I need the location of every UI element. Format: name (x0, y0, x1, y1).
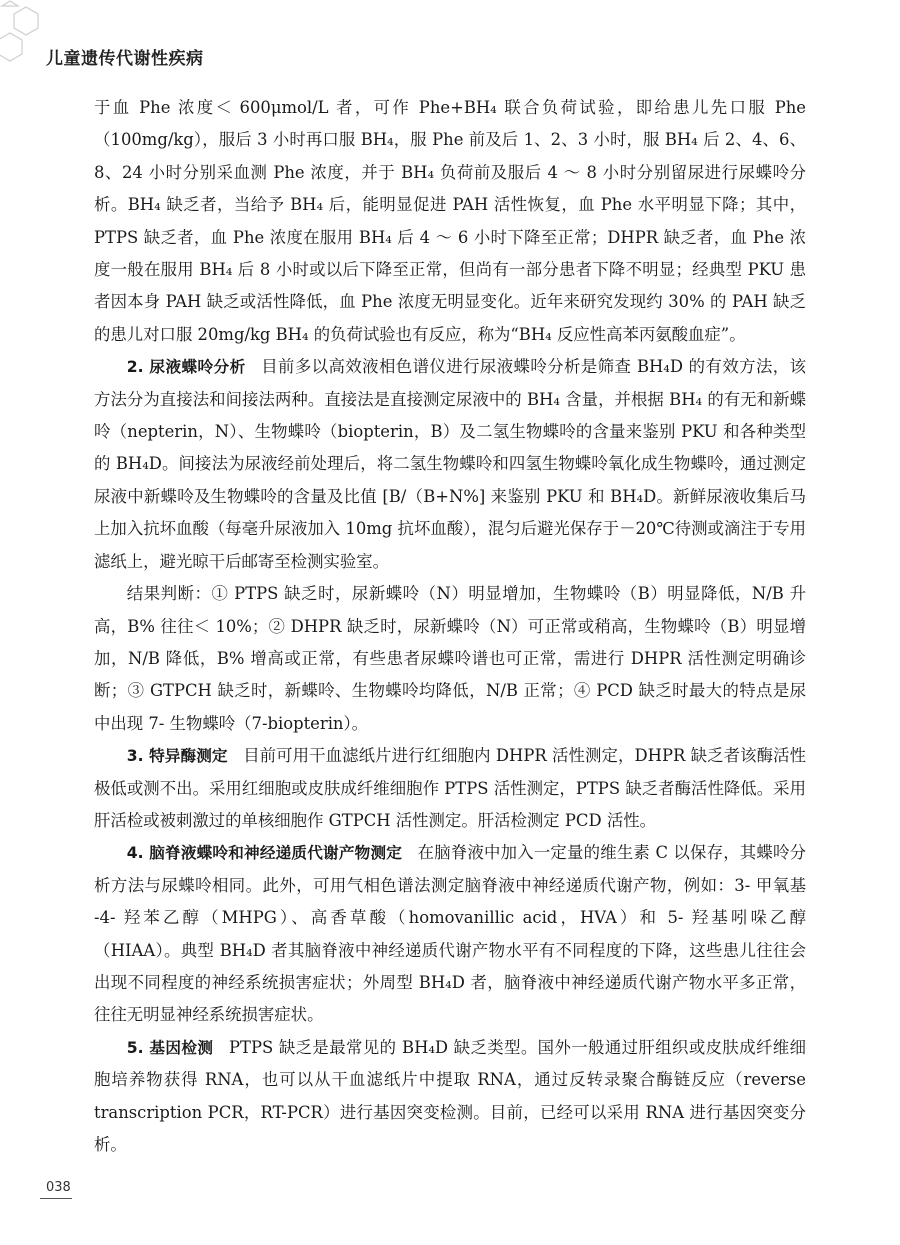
section-paragraph (94, 837, 806, 1031)
section-text: 在脑脊液中加入一定量的维生素 C 以保存，其蝶呤分析方法与尿蝶呤相同。此外，可用气相色谱法测定脑脊液中神经递质代谢产物，例如：3- 甲氧基 -4- 羟苯乙醇（MHPG）、高香草酸（homovanillic acid，HVA）和 5- 羟基吲哚乙醇（HIAA）。典型 BH₄D 者其脑脊液中神经递质代谢产物水平有不同程度的下降，这些患儿往往会出现不同程度的神经系统损害症状；外周型 BH₄D 者，脑脊液中神经递质代谢产物水平多正常，往往无明显神经系统损害症状。 (94, 843, 806, 1025)
section-heading: 3. 特异酶测定 (126, 747, 228, 766)
section-paragraph (94, 351, 806, 578)
section-text: 目前可用干血滤纸片进行红细胞内 DHPR 活性测定，DHPR 缺乏者该酶活性极低或测不出。采用红细胞或皮肤成纤维细胞作 PTPS 活性测定，PTPS 缺乏者酶活性降低。采用肝活检或被刺激过的单核细胞作 GTPCH 活性测定。肝活检测定 PCD 活性。 (94, 746, 806, 830)
section-paragraph (94, 1032, 806, 1162)
paragraph: 结果判断：① PTPS 缺乏时，尿新蝶呤（N）明显增加，生物蝶呤（B）明显降低，N/B 升高，B% 往往＜ 10%；② DHPR 缺乏时，尿新蝶呤（N）可正常或稍高，生物蝶呤（B）明显增加，N/B 降低，B% 增高或正常，有些患者尿蝶呤谱也可正常，需进行 DHPR 活性测定明确诊断；③ GTPCH 缺乏时，新蝶呤、生物蝶呤均降低，N/B 正常；④ PCD 缺乏时最大的特点是尿中出现 7- 生物蝶呤（7-biopterin）。 (94, 584, 806, 733)
section-text: 目前多以高效液相色谱仪进行尿液蝶呤分析是筛查 BH₄D 的有效方法，该方法分为直接法和间接法两种。直接法是直接测定尿液中的 BH₄ 含量，并根据 BH₄ 的有无和新蝶呤（nepterin，N）、生物蝶呤（biopterin，B）及二氢生物蝶呤的含量来鉴别 PKU 和各种类型的 BH₄D。间接法为尿液经前处理后，将二氢生物蝶呤和四氢生物蝶呤氧化成生物蝶呤，通过测定尿液中新蝶呤及生物蝶呤的含量及比值 [B/（B+N%] 来鉴别 PKU 和 BH₄D。新鲜尿液收集后马上加入抗坏血酸（每毫升尿液加入 10mg 抗坏血酸），混匀后避光保存于－20℃待测或滴注于专用滤纸上，避光晾干后邮寄至检测实验室。 (94, 357, 806, 571)
section-heading: 5. 基因检测 (126, 1038, 214, 1057)
running-title: 儿童遗传代谢性疾病 (46, 49, 204, 69)
section-heading: 4. 脑脊液蝶呤和神经递质代谢产物测定 (126, 844, 403, 863)
section-heading: 2. 尿液蝶呤分析 (126, 358, 246, 377)
page-body (94, 92, 806, 1161)
page-number-rule (40, 1198, 72, 1199)
section-text: PTPS 缺乏是最常见的 BH₄D 缺乏类型。国外一般通过肝组织或皮肤成纤维细胞培养物获得 RNA，也可以从干血滤纸片中提取 RNA，通过反转录聚合酶链反应（reverse transcription PCR，RT-PCR）进行基因突变检测。目前，已经可以采用 RNA 进行基因突变分析。 (94, 1037, 806, 1154)
paragraph: 于血 Phe 浓度＜ 600μmol/L 者，可作 Phe+BH₄ 联合负荷试验，即给患儿先口服 Phe（100mg/kg），服后 3 小时再口服 BH₄，服 Phe 前及后 1、2、3 小时，服 BH₄ 后 2、4、6、8、24 小时分别采血测 Phe 浓度，并于 BH₄ 负荷前及服后 4 ～ 8 小时分别留尿进行尿蝶呤分析。BH₄ 缺乏者，当给予 BH₄ 后，能明显促进 PAH 活性恢复，血 Phe 水平明显下降；其中，PTPS 缺乏者，血 Phe 浓度在服用 BH₄ 后 4 ～ 6 小时下降至正常；DHPR 缺乏者，血 Phe 浓度一般在服用 BH₄ 后 8 小时或以后下降至正常，但尚有一部分患者下降不明显；经典型 PKU 患者因本身 PAH 缺乏或活性降低，血 Phe 浓度无明显变化。近年来研究发现约 30% 的 PAH 缺乏的患儿对口服 20mg/kg BH₄ 的负荷试验也有反应，称为“BH₄ 反应性高苯丙氨酸血症”。 (94, 98, 806, 344)
section-paragraph (94, 740, 806, 837)
page-number: 038 (46, 1180, 71, 1195)
